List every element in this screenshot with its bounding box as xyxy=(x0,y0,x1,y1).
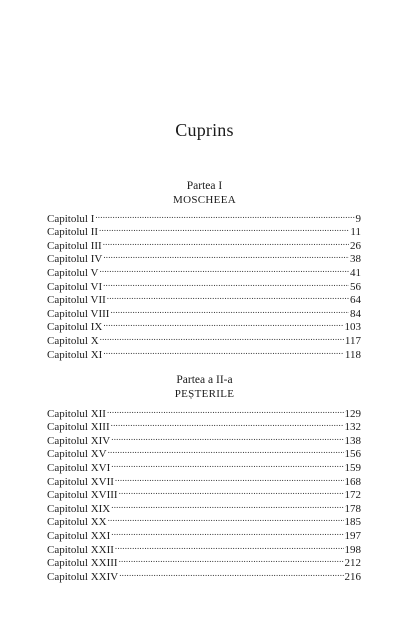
toc-entry-label: Capitolul XII xyxy=(47,407,106,420)
toc-entry-label: Capitolul XVIII xyxy=(47,489,118,502)
toc-dot-leader xyxy=(111,457,343,471)
page-title: Cuprins xyxy=(175,120,234,140)
toc-entry-label: Capitolul XI xyxy=(47,348,103,361)
toc-entry-page-number: 132 xyxy=(344,421,361,434)
part-2-name: PEȘTERILE xyxy=(174,388,235,400)
toc-entry-label: Capitolul II xyxy=(47,226,99,239)
toc-entry-page-number: 198 xyxy=(344,543,361,556)
part-2-heading: Partea a II-a xyxy=(176,374,233,386)
toc-entry-label: Capitolul XX xyxy=(47,516,107,529)
toc-dot-leader xyxy=(107,403,344,417)
toc-entry-label: Capitolul XXIII xyxy=(47,557,118,570)
part-1-heading-block xyxy=(0,179,409,207)
toc-entry-page-number: 9 xyxy=(355,212,361,225)
toc-dot-leader xyxy=(108,512,344,526)
toc-dot-leader xyxy=(119,566,343,580)
toc-entry-page-number: 41 xyxy=(350,266,361,279)
toc-entry-label: Capitolul IX xyxy=(47,321,103,334)
toc-entry-page-number: 103 xyxy=(344,321,361,334)
toc-entry-page-number: 56 xyxy=(350,280,361,293)
toc-entry-page-number: 11 xyxy=(350,226,361,239)
part-1-heading: Partea I xyxy=(186,180,223,192)
toc-entry-page-number: 138 xyxy=(344,434,361,447)
toc-dot-leader xyxy=(108,444,344,458)
toc-entry-page-number: 212 xyxy=(344,557,361,570)
toc-dot-leader xyxy=(103,276,349,290)
toc-entry-page-number: 185 xyxy=(344,516,361,529)
toc-entry xyxy=(47,403,361,420)
toc-entry-page-number: 159 xyxy=(344,461,361,474)
part-1-name: MOSCHEEA xyxy=(173,194,236,206)
toc-entry-label: Capitolul XIII xyxy=(47,421,110,434)
toc-entry-page-number: 129 xyxy=(344,407,361,420)
toc-entry-label: Capitolul VII xyxy=(47,294,106,307)
toc-entry-label: Capitolul XXII xyxy=(47,543,114,556)
toc-entry-label: Capitolul XXI xyxy=(47,529,111,542)
toc-entry-label: Capitolul XVII xyxy=(47,475,114,488)
toc-dot-leader xyxy=(119,485,344,499)
toc-entry-page-number: 216 xyxy=(344,570,361,583)
toc-entry-page-number: 197 xyxy=(344,529,361,542)
toc-dot-leader xyxy=(111,430,343,444)
toc-entry-label: Capitolul XIX xyxy=(47,502,111,515)
toc-dot-leader xyxy=(99,262,349,276)
toc-dot-leader xyxy=(107,290,349,304)
toc-dot-leader xyxy=(95,208,354,222)
toc-dot-leader xyxy=(115,539,344,553)
toc-entry-label: Capitolul XIV xyxy=(47,434,111,447)
toc-entry-label: Capitolul V xyxy=(47,266,99,279)
toc-entry-label: Capitolul I xyxy=(47,212,95,225)
toc-dot-leader xyxy=(110,303,349,317)
toc-entry-label: Capitolul III xyxy=(47,239,102,252)
part-1-toc-list xyxy=(47,208,361,361)
toc-dot-leader xyxy=(111,498,343,512)
toc-dot-leader xyxy=(103,317,343,331)
toc-dot-leader xyxy=(99,222,349,236)
toc-entry-page-number: 178 xyxy=(344,502,361,515)
toc-dot-leader xyxy=(111,525,343,539)
part-2-heading-block xyxy=(0,373,409,401)
toc-entry-label: Capitolul XXIV xyxy=(47,570,119,583)
toc-entry-label: Capitolul VIII xyxy=(47,307,110,320)
toc-entry xyxy=(47,208,361,225)
toc-entry-page-number: 64 xyxy=(350,294,361,307)
toc-dot-leader xyxy=(119,553,344,567)
toc-dot-leader xyxy=(103,344,344,358)
toc-entry-page-number: 84 xyxy=(350,307,361,320)
toc-dot-leader xyxy=(115,471,344,485)
toc-entry-label: Capitolul VI xyxy=(47,280,103,293)
toc-entry-label: Capitolul XV xyxy=(47,448,107,461)
toc-entry-label: Capitolul X xyxy=(47,334,99,347)
toc-entry-page-number: 118 xyxy=(344,348,361,361)
toc-entry-label: Capitolul XVI xyxy=(47,461,111,474)
toc-dot-leader xyxy=(100,330,344,344)
toc-dot-leader xyxy=(111,417,344,431)
toc-entry-label: Capitolul IV xyxy=(47,253,103,266)
toc-entry-page-number: 26 xyxy=(350,239,361,252)
toc-entry-page-number: 38 xyxy=(350,253,361,266)
toc-entry-page-number: 156 xyxy=(344,448,361,461)
part-2-toc-list xyxy=(47,403,361,583)
toc-entry-page-number: 172 xyxy=(344,489,361,502)
toc-entry-page-number: 117 xyxy=(344,334,361,347)
toc-dot-leader xyxy=(103,249,349,263)
toc-dot-leader xyxy=(103,235,349,249)
toc-entry-page-number: 168 xyxy=(344,475,361,488)
